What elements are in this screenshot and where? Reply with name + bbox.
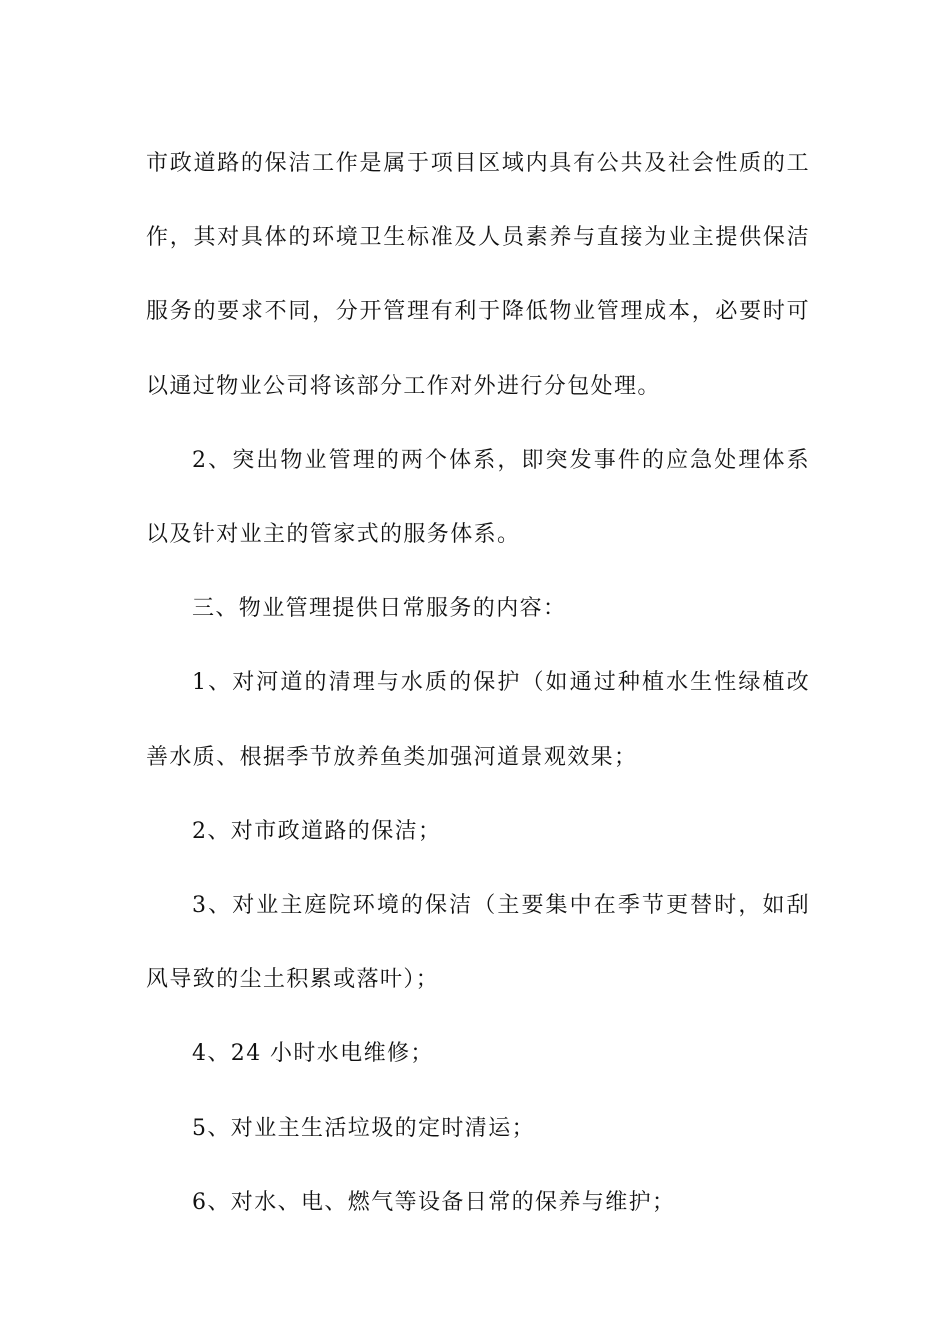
list-item-river-maintenance: 1、对河道的清理与水质的保护（如通过种植水生性绿植改善水质、根据季节放养鱼类加强河道景观效果； xyxy=(146,670,810,770)
list-item-road-cleaning: 2、对市政道路的保洁； xyxy=(192,818,442,844)
list-item-24h-repair: 4、24 小时水电维修； xyxy=(192,1041,434,1067)
section-heading-daily-services: 三、物业管理提供日常服务的内容： xyxy=(192,596,567,622)
list-item-courtyard-cleaning: 3、对业主庭院环境的保洁（主要集中在季节更替时，如刮风导致的尘土积累或落叶）； xyxy=(146,893,810,993)
list-item-garbage-removal: 5、对业主生活垃圾的定时清运； xyxy=(192,1115,535,1141)
document-body xyxy=(146,127,810,1240)
list-item-equipment-maintenance: 6、对水、电、燃气等设备日常的保养与维护； xyxy=(192,1189,676,1215)
paragraph-road-cleaning: 市政道路的保洁工作是属于项目区域内具有公共及社会性质的工作，其对具体的环境卫生标准及人员素养与直接为业主提供保洁服务的要求不同，分开管理有利于降低物业管理成本，必要时可以通过物业公司将该部分工作对外进行分包处理。 xyxy=(146,151,810,399)
paragraph-two-systems: 2、突出物业管理的两个体系，即突发事件的应急处理体系以及针对业主的管家式的服务体系。 xyxy=(146,447,810,548)
